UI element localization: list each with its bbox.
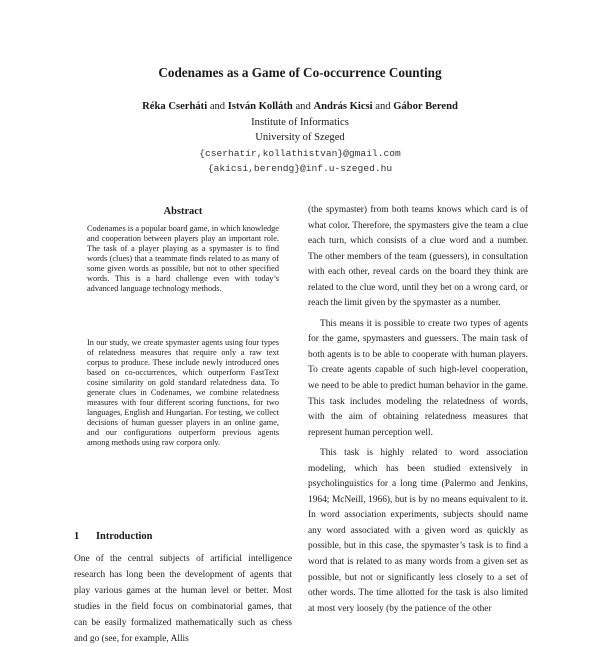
author-name: András Kicsi <box>313 101 373 112</box>
right-column <box>308 203 528 617</box>
abstract-paragraph: In our study, we create spymaster agents using four types of relatedness measures that require only a raw text corpus to produce. These include newly introduced ones based on co-occurrences, which outperform FastText cosine similarity on gold standard relatedness data. To generate clues in Codenames, we combine relatedness measures with four different scoring functions, for two languages, English and Hungarian. For testing, we collect decisions of human guesser players in an online game, and our configurations outperform previous agents among methods using raw corpora only. <box>87 338 279 448</box>
intro-text: One of the central subjects of artificial intelligence research has long been the development of agents that play various games at the human level or better. Most studies in the field focus on combinatorial games, that can be easily formalized mathematically such as chess and go (see, for example, Allis <box>74 554 292 644</box>
author-name: Réka Cserháti <box>142 101 208 112</box>
author-separator: and <box>295 101 311 112</box>
author-name: István Kolláth <box>227 101 293 112</box>
author-separator: and <box>209 101 226 112</box>
body-paragraph: This means it is possible to create two types of agents for the game, spymasters and guessers. The main task of both agents is to be able to cooperate with human players. To create agents capable of such high-level cooperation, we need to be able to predict human behavior in the game. This task includes modeling the relatedness of words, with the aim of obtaining relatedness measures that represent human perception well. <box>308 318 528 438</box>
author-name: Gábor Berend <box>393 101 458 112</box>
section-number: 1 <box>74 531 80 542</box>
author-separator: and <box>375 101 391 112</box>
abstract-heading: Abstract <box>163 206 203 217</box>
section-heading <box>74 531 152 542</box>
abstract-paragraph: Codenames is a popular board game, in which knowledge and cooperation between players play an important role. The task of a player playing as a spymaster is to find words (clues) that a teammate finds related to as many of some given words as possible, but not to other specified words. This is a hard challenge even with today’s advanced language technology methods. <box>87 224 279 294</box>
author-list <box>0 101 600 112</box>
author-email: {akicsi,berendg}@inf.u-szeged.hu <box>207 163 393 174</box>
body-paragraph: (the spymaster) from both teams knows which card is of what color. Therefore, the spymasters give the team a clue each turn, which consists of a clue word and a number. The other members of the team (guessers), in consultation with each other, reveal cards on the board they think are related to the clue word, until they bet on a wrong card, or reach the limit given by the spymaster as a number. <box>308 205 528 309</box>
affiliation-institute: Institute of Informatics <box>251 117 349 128</box>
section-title: Introduction <box>96 531 153 542</box>
abstract-body <box>87 224 279 294</box>
author-email: {cserhatir,kollathistvan}@gmail.com <box>199 148 401 159</box>
paper-title: Codenames as a Game of Co-occurrence Counting <box>158 65 442 80</box>
abstract-body-2 <box>87 338 279 449</box>
body-paragraph: This task is highly related to word association modeling, which has been studied extensively in psycholinguistics for a long time (Palermo and Jenkins, 1964; McNeill, 1966), but is by no means equivalent to it. In word association experiments, subjects should name any word associated with a given word as quickly as possible, but in this case, the spymaster’s task is to find a word that is related to as many words from a given set as possible, but not or significantly less closely to a set of other words. The time allotted for the task is also limited at most very loosely (by the patience of the other <box>308 448 528 614</box>
affiliation-university: University of Szeged <box>255 132 345 143</box>
